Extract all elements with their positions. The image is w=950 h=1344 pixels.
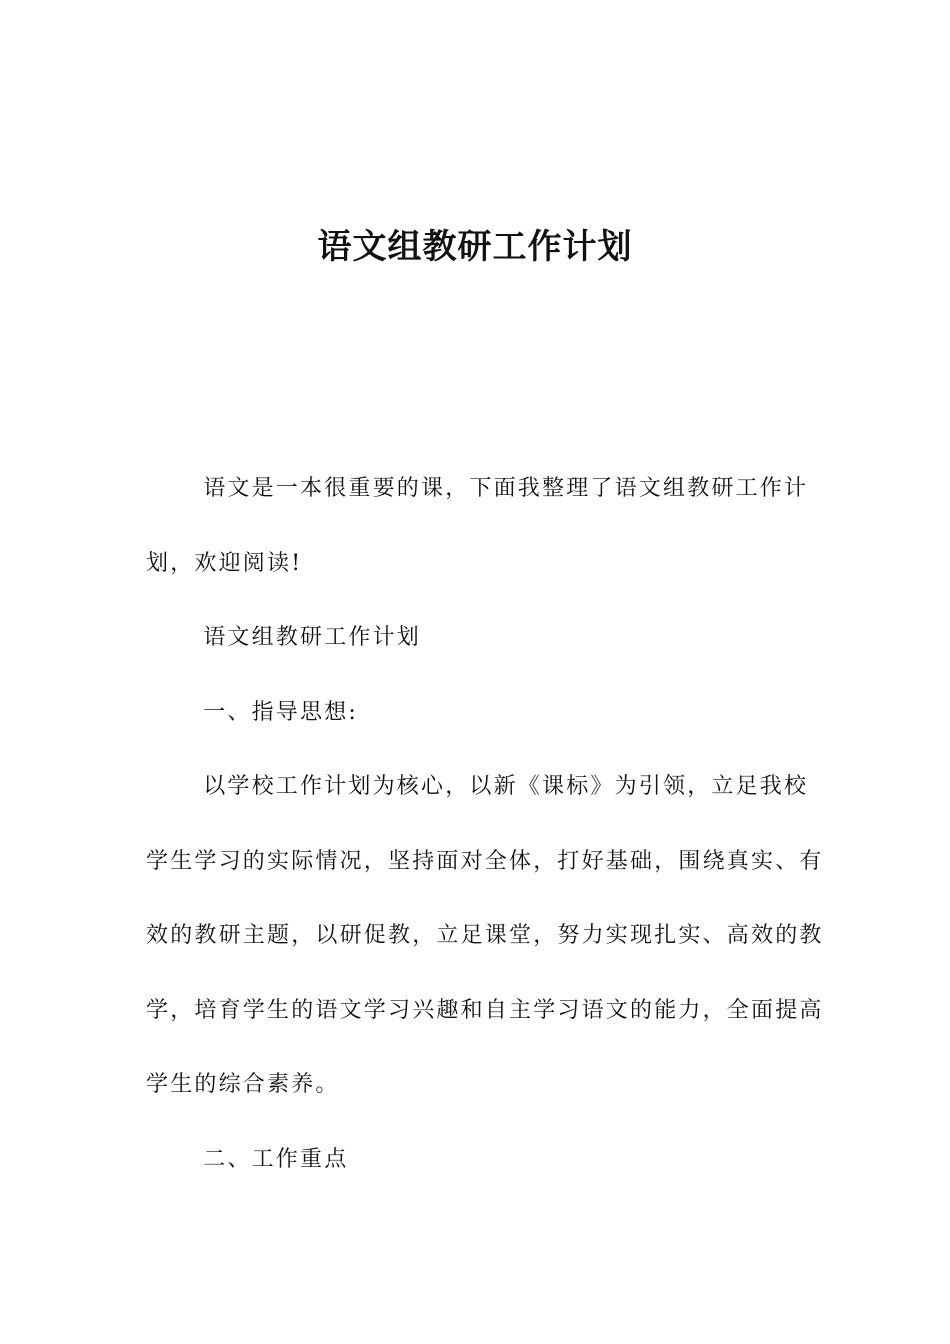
document-body: [146, 452, 826, 1197]
document-title: 语文组教研工作计划: [317, 227, 633, 267]
section-heading-work-focus: 二、工作重点: [203, 1146, 349, 1172]
section-heading-guiding-ideology: 一、指导思想:: [203, 699, 359, 725]
guiding-ideology-paragraph: 以学校工作计划为核心，以新《课标》为引领，立足我校学生学习的实际情况，坚持面对全体，打好基础，围绕真实、有效的教研主题，以研促教，立足课堂，努力实现扎实、高效的教学，培育学生的语文学习兴趣和自主学习语文的能力，全面提高学生的综合素养。: [146, 774, 824, 1097]
intro-paragraph: 语文是一本很重要的课，下面我整理了语文组教研工作计划，欢迎阅读!: [146, 476, 809, 576]
section-heading-plan: 语文组教研工作计划: [203, 625, 421, 650]
